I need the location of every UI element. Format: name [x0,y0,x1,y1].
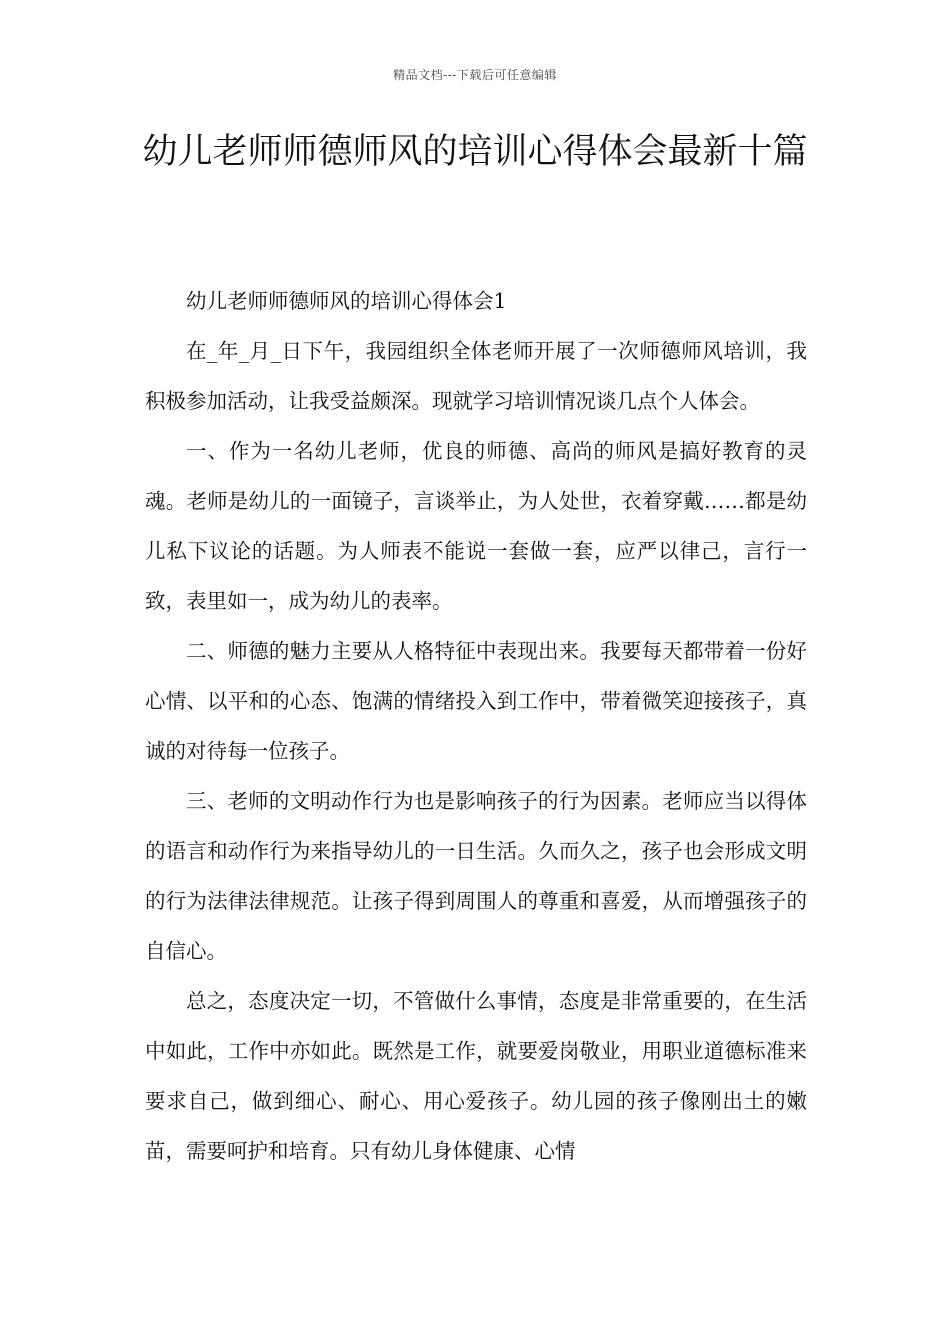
paragraph-point-3: 三、老师的文明动作行为也是影响孩子的行为因素。老师应当以得体的语言和动作行为来指导幼儿的一日生活。久而久之，孩子也会形成文明的行为法律法律规范。让孩子得到周围人的尊重和喜爱，从而增强孩子的自信心。 [145,789,807,963]
paragraph-point-2: 二、师德的魅力主要从人格特征中表现出来。我要每天都带着一份好心情、以平和的心态、饱满的情绪投入到工作中，带着微笑迎接孩子，真诚的对待每一位孩子。 [145,639,807,763]
section-heading: 幼儿老师师德师风的培训心得体会1 [186,289,507,313]
document-title: 幼儿老师师德师风的培训心得体会最新十篇 [142,132,808,172]
paragraph-summary: 总之，态度决定一切，不管做什么事情，态度是非常重要的，在生活中如此，工作中亦如此。既然是工作，就要爱岗敬业，用职业道德标准来要求自己，做到细心、耐心、用心爱孩子。幼儿园的孩子像刚出土的嫩苗，需要呵护和培育。只有幼儿身体健康、心情 [145,989,807,1163]
paragraph-intro: 在_年_月_日下午，我园组织全体老师开展了一次师德师风培训，我积极参加活动，让我受益颇深。现就学习培训情况谈几点个人体会。 [145,339,807,413]
document-body [145,276,807,1176]
header-note: 精品文档---下载后可任意编辑 [393,68,557,82]
paragraph-point-1: 一、作为一名幼儿老师，优良的师德、高尚的师风是搞好教育的灵魂。老师是幼儿的一面镜子，言谈举止，为人处世，衣着穿戴……都是幼儿私下议论的话题。为人师表不能说一套做一套，应严以律己，言行一致，表里如一，成为幼儿的表率。 [145,439,807,613]
